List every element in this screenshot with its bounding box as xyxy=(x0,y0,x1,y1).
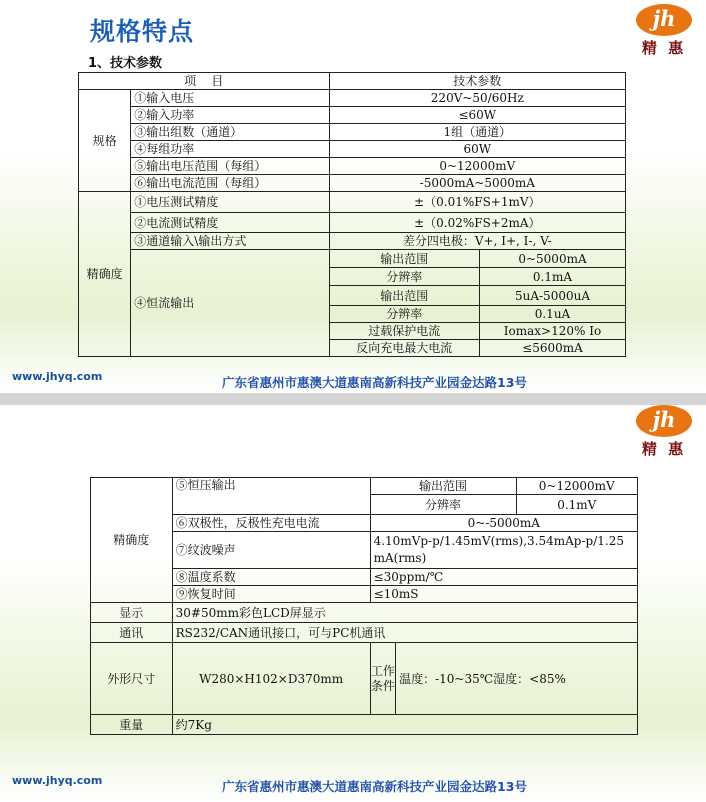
row-value: 差分四电极：V+, I+, I-, V- xyxy=(329,233,625,250)
row-value: ≤60W xyxy=(329,107,625,124)
weight-value: 约7Kg xyxy=(172,715,637,735)
logo-mark: jh xyxy=(636,4,692,36)
header-item: 项 目 xyxy=(79,73,330,90)
company-logo xyxy=(636,405,692,461)
company-logo xyxy=(636,4,692,60)
group-label-accuracy: 精确度 xyxy=(79,192,131,357)
table-row xyxy=(91,515,638,532)
table-header-row xyxy=(79,73,626,90)
table-row xyxy=(79,124,626,141)
group-label-accuracy: 精确度 xyxy=(91,478,173,603)
website-link[interactable]: www.jhyq.com xyxy=(12,370,103,383)
comm-label: 通讯 xyxy=(91,623,173,643)
sub-key: 输出范围 xyxy=(329,286,479,306)
slide-2 xyxy=(0,405,706,802)
table-row xyxy=(91,532,638,569)
row-value: 0~-5000mA xyxy=(370,515,637,532)
table-row xyxy=(91,623,638,643)
work-condition-label: 工作条件 xyxy=(370,643,396,715)
table-row xyxy=(91,478,638,495)
row-label: ③通道输入\输出方式 xyxy=(131,233,329,250)
row-value: 4.10mVp-p/1.45mV(rms),3.54mAp-p/1.25mA(rms) xyxy=(370,532,637,569)
table-row xyxy=(79,107,626,124)
table-row xyxy=(79,90,626,107)
row-value: ±（0.01%FS+1mV） xyxy=(329,192,625,213)
size-value: W280×H102×D370mm xyxy=(172,643,370,715)
row-label: ③输出组数（通道） xyxy=(131,124,329,141)
table-row xyxy=(79,213,626,233)
website-link[interactable]: www.jhyq.com xyxy=(12,774,103,787)
row-label: ⑨恢复时间 xyxy=(172,586,370,603)
section-subtitle: 1、技术参数 xyxy=(88,56,163,71)
logo-name: 精 惠 xyxy=(641,39,687,57)
cv-output-label: ⑤恒压输出 xyxy=(172,478,370,515)
sub-value: Iomax>120% Io xyxy=(479,323,625,340)
group-label-spec: 规格 xyxy=(79,90,131,192)
sub-key: 输出范围 xyxy=(370,478,516,495)
row-value: 220V~50/60Hz xyxy=(329,90,625,107)
row-label: ②输入功率 xyxy=(131,107,329,124)
work-condition-value: 温度：-10~35℃湿度：<85% xyxy=(396,643,638,715)
row-label: ⑥双极性，反极性充电电流 xyxy=(172,515,370,532)
header-value: 技术参数 xyxy=(329,73,625,90)
row-value: ≤10mS xyxy=(370,586,637,603)
comm-value: RS232/CAN通讯接口，可与PC机通讯 xyxy=(172,623,637,643)
spec-table-1 xyxy=(78,72,626,357)
row-label: ②电流测试精度 xyxy=(131,213,329,233)
table-row xyxy=(79,158,626,175)
page-title: 规格特点 xyxy=(90,17,195,46)
sub-value: 0.1mV xyxy=(516,495,637,515)
table-row xyxy=(79,250,626,268)
row-label: ⑤输出电压范围（每组） xyxy=(131,158,329,175)
sub-key: 分辨率 xyxy=(329,306,479,323)
size-label: 外形尺寸 xyxy=(91,643,173,715)
slide-1 xyxy=(0,0,706,393)
row-label: ①输入电压 xyxy=(131,90,329,107)
display-label: 显示 xyxy=(91,603,173,623)
row-label: ①电压测试精度 xyxy=(131,192,329,213)
table-row xyxy=(79,141,626,158)
table-row xyxy=(79,192,626,213)
slide-divider xyxy=(0,393,706,405)
table-row xyxy=(79,175,626,192)
table-row xyxy=(91,715,638,735)
cc-output-label: ④恒流输出 xyxy=(131,250,329,357)
display-value: 30#50mm彩色LCD屏显示 xyxy=(172,603,637,623)
row-label: ④每组功率 xyxy=(131,141,329,158)
sub-key: 分辨率 xyxy=(329,268,479,286)
weight-label: 重量 xyxy=(91,715,173,735)
table-row xyxy=(79,233,626,250)
sub-key: 反向充电最大电流 xyxy=(329,340,479,357)
row-value: 1组（通道） xyxy=(329,124,625,141)
sub-key: 分辨率 xyxy=(370,495,516,515)
table-row xyxy=(91,586,638,603)
sub-value: 0~12000mV xyxy=(516,478,637,495)
sub-key: 输出范围 xyxy=(329,250,479,268)
row-value: 0~12000mV xyxy=(329,158,625,175)
row-value: -5000mA~5000mA xyxy=(329,175,625,192)
row-value: ±（0.02%FS+2mA） xyxy=(329,213,625,233)
sub-value: 5uA-5000uA xyxy=(479,286,625,306)
sub-key: 过载保护电流 xyxy=(329,323,479,340)
company-address: 广东省惠州市惠澳大道惠南高新科技产业园金达路13号 xyxy=(222,375,527,390)
logo-mark: jh xyxy=(636,405,692,437)
table-row xyxy=(91,643,638,715)
row-value: 60W xyxy=(329,141,625,158)
row-label: ⑥输出电流范围（每组） xyxy=(131,175,329,192)
logo-name: 精 惠 xyxy=(641,440,687,458)
row-value: ≤30ppm/℃ xyxy=(370,569,637,586)
spec-table-2 xyxy=(90,477,638,735)
table-row xyxy=(91,603,638,623)
sub-value: 0.1uA xyxy=(479,306,625,323)
table-row xyxy=(91,569,638,586)
sub-value: 0.1mA xyxy=(479,268,625,286)
sub-value: 0~5000mA xyxy=(479,250,625,268)
company-address: 广东省惠州市惠澳大道惠南高新科技产业园金达路13号 xyxy=(222,779,527,794)
sub-value: ≤5600mA xyxy=(479,340,625,357)
row-label: ⑧温度系数 xyxy=(172,569,370,586)
row-label: ⑦纹波噪声 xyxy=(172,532,370,569)
